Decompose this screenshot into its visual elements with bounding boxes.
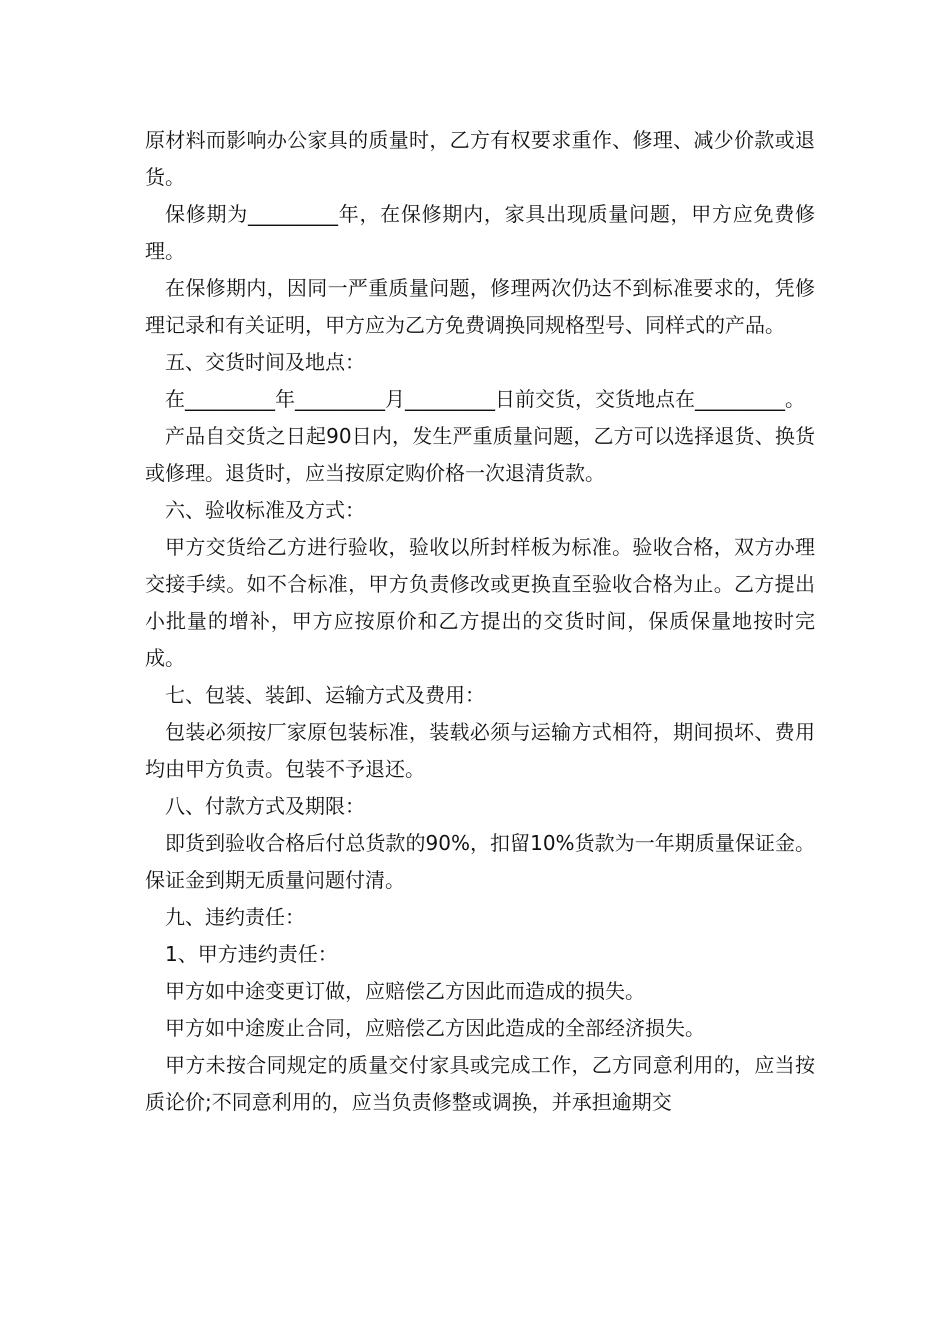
paragraph-warranty-exchange: 在保修期内，因同一严重质量问题，修理两次仍达不到标准要求的，凭修理记录和有关证明，甲方应为乙方免费调换同规格型号、同样式的产品。 [145,276,815,337]
paragraph-return-policy: 产品自交货之日起90日内，发生严重质量问题，乙方可以选择退货、换货或修理。退货时，应当按原定购价格一次退清货款。 [145,424,815,485]
heading-payment-terms: 八、付款方式及期限： [165,794,365,818]
paragraph-acceptance: 甲方交货给乙方进行验收，验收以所封样板为标准。验收合格，双方办理交接手续。如不合标准，甲方负责修改或更换直至验收合格为止。乙方提出小批量的增补，甲方应按原价和乙方提出的交货时间，保质保量地按时完成。 [145,535,815,670]
paragraph-payment: 即货到验收合格后付总货款的90%，扣留10%货款为一年期质量保证金。保证金到期无质量问题付清。 [145,831,815,892]
paragraph-packaging: 包装必须按厂家原包装标准，装载必须与运输方式相符，期间损坏、费用均由甲方负责。包装不予退还。 [145,720,815,781]
paragraph-order-change: 甲方如中途变更订做，应赔偿乙方因此而造成的损失。 [165,979,645,1003]
heading-delivery-time-place: 五、交货时间及地点： [165,350,365,374]
paragraph-materials-quality: 原材料而影响办公家具的质量时，乙方有权要求重作、修理、减少价款或退货。 [145,128,815,189]
heading-acceptance-standard: 六、验收标准及方式： [165,498,365,522]
paragraph-warranty-period: 保修期为_________年，在保修期内，家具出现质量问题，甲方应免费修理。 [145,202,815,263]
paragraph-contract-termination: 甲方如中途废止合同，应赔偿乙方因此造成的全部经济损失。 [165,1016,705,1040]
heading-packaging-transport: 七、包装、装卸、运输方式及费用： [165,683,485,707]
heading-party-a-liability: 1、甲方违约责任： [165,942,338,966]
heading-breach-liability: 九、违约责任： [165,905,305,929]
paragraph-quality-nonconformance: 甲方未按合同规定的质量交付家具或完成工作，乙方同意利用的，应当按质论价;不同意利用的，应当负责修整或调换，并承担逾期交 [145,1053,815,1114]
paragraph-delivery-date: 在_________年_________月_________日前交货，交货地点在_________。 [165,387,805,411]
document-body [145,122,815,1121]
